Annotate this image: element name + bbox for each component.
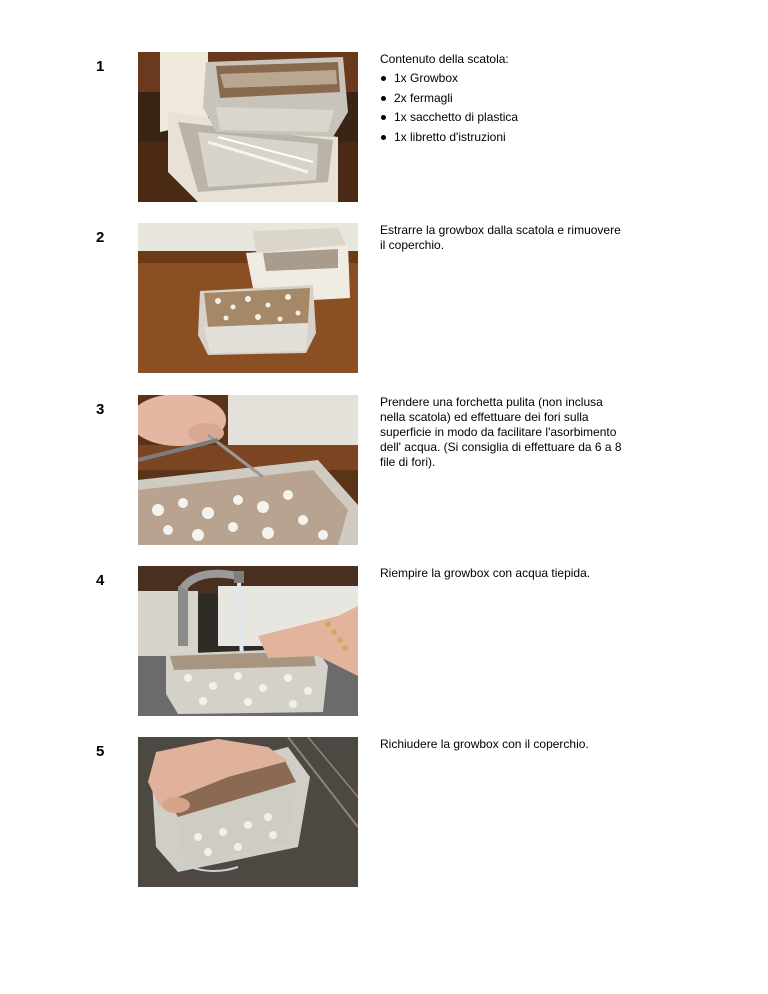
step-5 [0,737,768,889]
list-item [380,130,625,145]
step-number: 5 [96,743,105,760]
list-item [380,91,625,106]
contents-list [380,71,625,145]
step-number: 3 [96,401,105,418]
step-number: 1 [96,58,105,75]
step-description: Estrarre la growbox dalla scatola e rimuovere il coperchio. [380,223,621,252]
list-item [380,71,625,86]
list-item-label: 1x sacchetto di plastica [394,110,519,124]
step-number: 2 [96,229,105,246]
list-item-label: 1x libretto d'istruzioni [394,129,506,144]
step-3 [0,395,768,547]
step-description: Riempire la growbox con acqua tiepida. [380,566,591,580]
step-number: 4 [96,572,105,589]
bullet-icon [381,115,386,120]
closing-lid-photo [138,737,358,887]
bullet-icon [381,135,386,140]
bullet-icon [381,96,386,101]
step-4 [0,566,768,718]
growbox-box-contents-photo [138,52,358,202]
growbox-opened-photo [138,223,358,373]
fork-holes-photo [138,395,358,545]
filling-water-photo [138,566,358,716]
step-title: Contenuto della scatola: [380,52,509,66]
step-2 [0,223,768,375]
list-item [380,110,625,125]
step-description: Prendere una forchetta pulita (non inclusa nella scatola) ed effettuare dei fori sulla superficie in modo da facilitare l'asorbimento dell' acqua. (Si consiglia di effettuare da 6 a 8 file di fori). [380,395,622,469]
step-1 [0,52,768,204]
step-description: Richiudere la growbox con il coperchio. [380,737,589,751]
list-item-label: 2x fermagli [394,90,453,105]
step-description [380,52,625,149]
list-item-label: 1x Growbox [394,71,459,85]
bullet-icon [381,76,386,81]
